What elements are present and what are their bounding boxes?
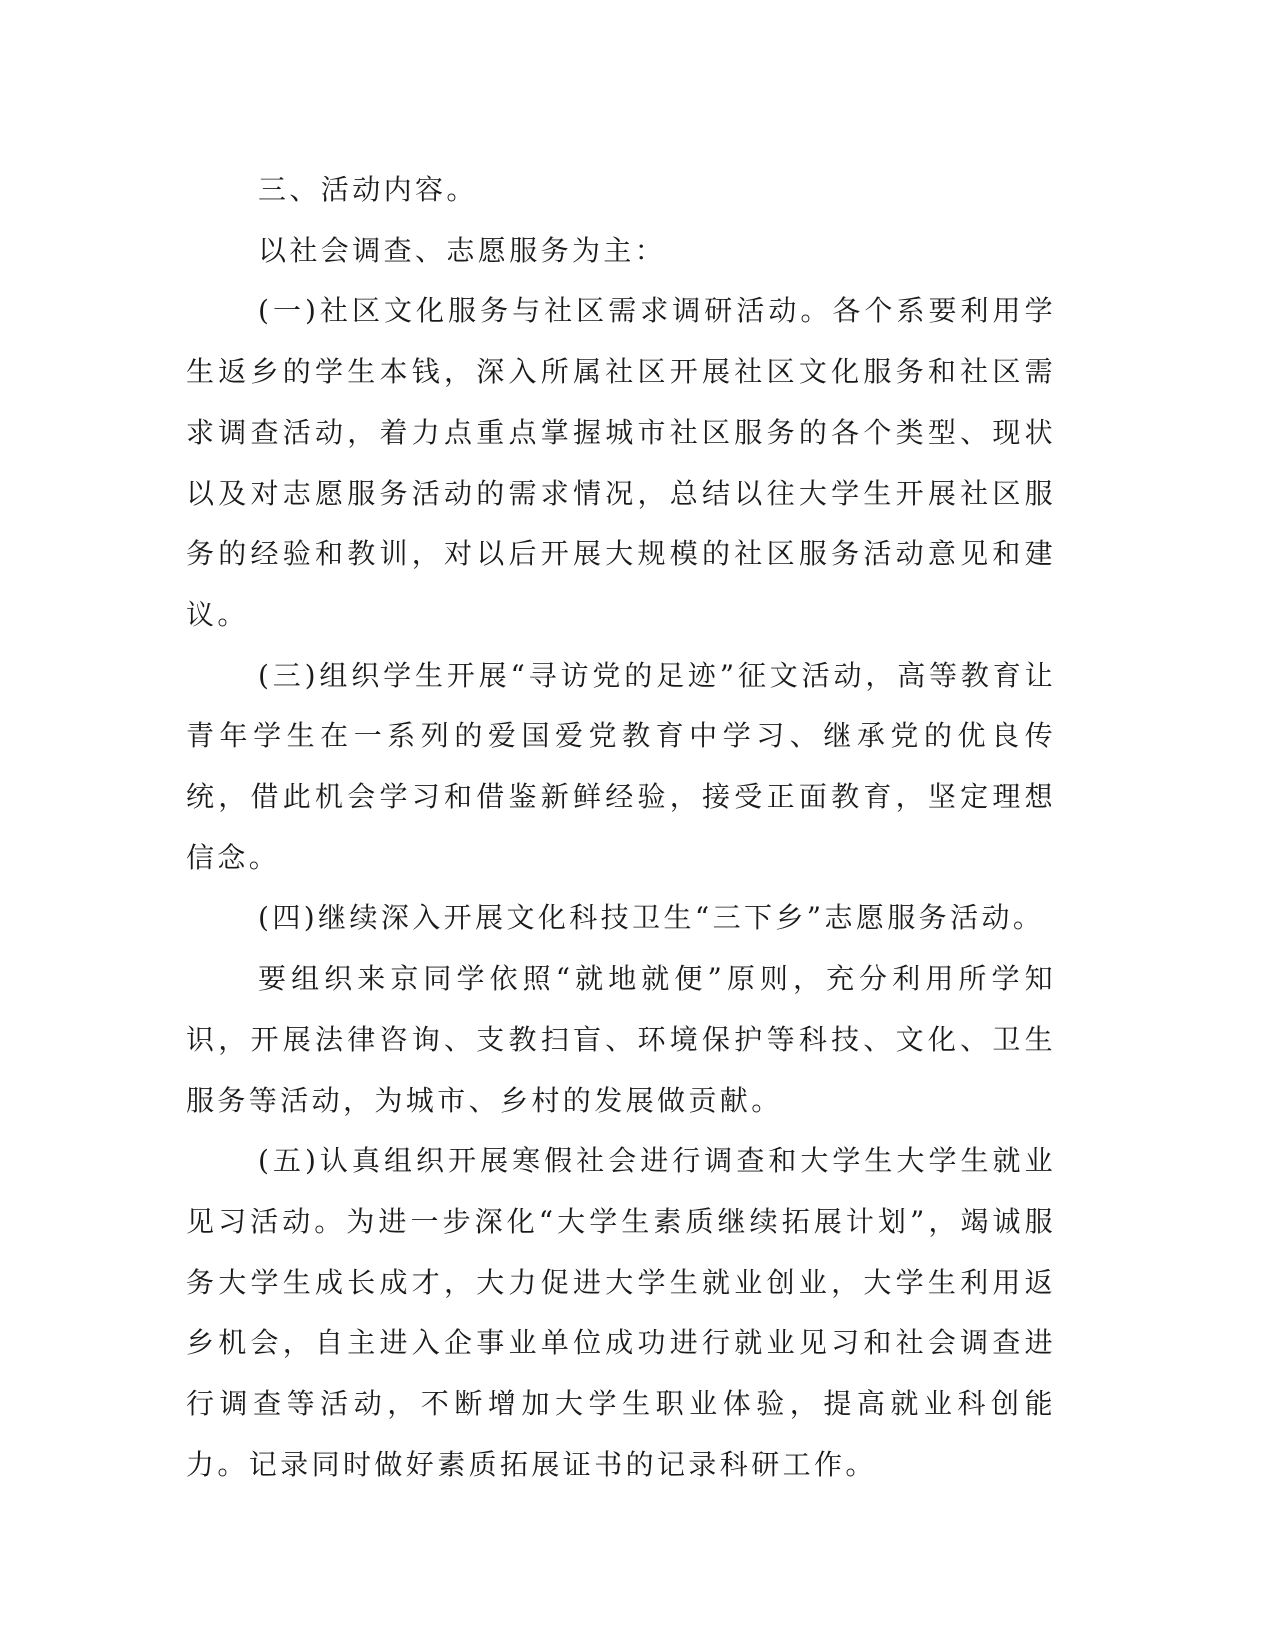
item-1-paragraph: (一)社区文化服务与社区需求调研活动。各个系要利用学生返乡的学生本钱，深入所属社区开展社区文化服务和社区需求调查活动，着力点重点掌握城市社区服务的各个类型、现状以及对志愿服务活动的需求情况，总结以往大学生开展社区服务的经验和教训，对以后开展大规模的社区服务活动意见和建议。 [186,294,1056,631]
item-4-paragraph: (四)继续深入开展文化科技卫生“三下乡”志愿服务活动。 [258,901,1045,935]
intro-paragraph: 以社会调查、志愿服务为主： [258,233,667,267]
section-heading: 三、活动内容。 [258,173,478,206]
document-body [186,160,1056,1495]
item-4-detail-paragraph: 要组织来京同学依照“就地就便”原则，充分利用所学知识，开展法律咨询、支教扫盲、环境保护等科技、文化、卫生服务等活动，为城市、乡村的发展做贡献。 [186,962,1056,1117]
item-3-paragraph: (三)组织学生开展“寻访党的足迹”征文活动，高等教育让青年学生在一系列的爱国爱党教育中学习、继承党的优良传统，借此机会学习和借鉴新鲜经验，接受正面教育，坚定理想信念。 [186,658,1056,874]
item-5-paragraph: (五)认真组织开展寒假社会进行调查和大学生大学生就业见习活动。为进一步深化“大学生素质继续拓展计划”，竭诚服务大学生成长成才，大力促进大学生就业创业，大学生利用返乡机会，自主进入企事业单位成功进行就业见习和社会调查进行调查等活动，不断增加大学生职业体验，提高就业科创能力。记录同时做好素质拓展证书的记录科研工作。 [186,1144,1056,1481]
